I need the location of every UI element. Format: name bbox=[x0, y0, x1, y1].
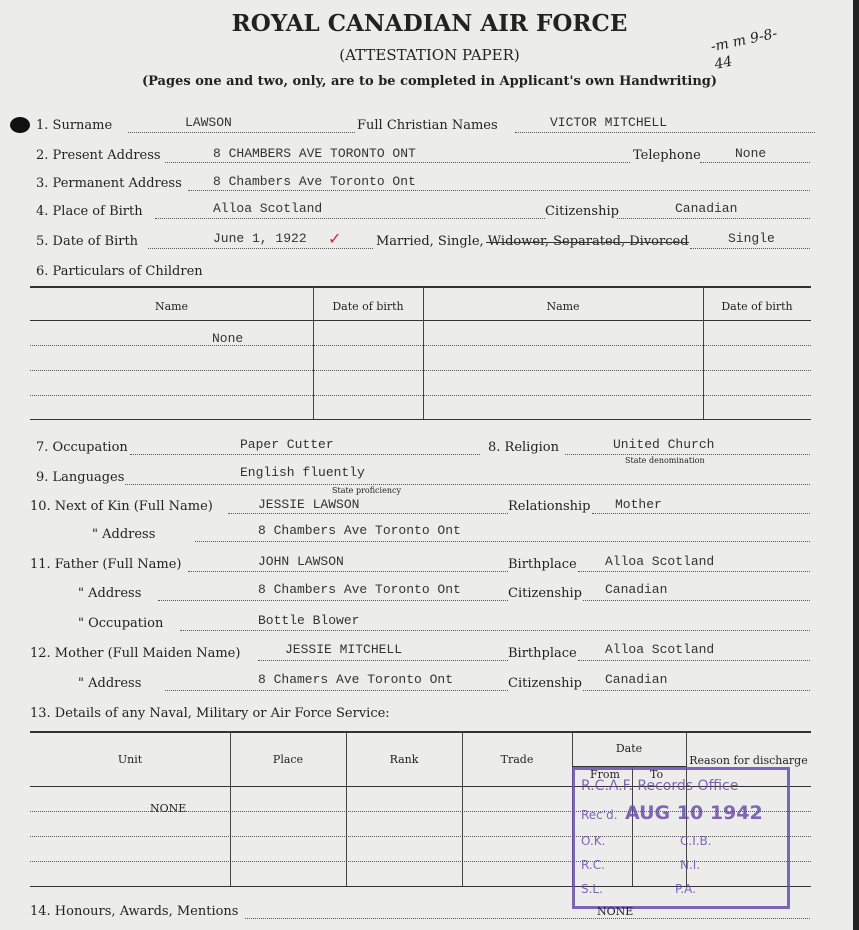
children-value: None bbox=[212, 331, 244, 346]
col-date-to: To bbox=[650, 768, 664, 781]
father-citizenship-label: Citizenship bbox=[508, 586, 582, 601]
stamp-sl: S.L. bbox=[581, 882, 603, 896]
records-office-stamp bbox=[572, 767, 790, 909]
stamp-recd: Rec'd. bbox=[581, 808, 618, 822]
stamp-ni: N.I. bbox=[680, 858, 701, 872]
present-address-label: 2. Present Address bbox=[36, 148, 161, 163]
surname-label: 1. Surname bbox=[36, 118, 113, 133]
col-place: Place bbox=[272, 753, 304, 766]
marital-status-label: Married, Single, Widower, Separated, Divorced bbox=[376, 234, 689, 249]
permanent-address-value: 8 Chambers Ave Toronto Ont bbox=[213, 174, 416, 189]
col-date-of-birth: Date of birth bbox=[332, 300, 404, 313]
mother-birthplace-label: Birthplace bbox=[508, 646, 577, 661]
place-of-birth-label: 4. Place of Birth bbox=[36, 204, 143, 219]
citizenship-label: Citizenship bbox=[545, 204, 619, 219]
next-of-kin-label: 10. Next of Kin (Full Name) bbox=[30, 499, 213, 514]
stamp-pa: P.A. bbox=[675, 882, 696, 896]
doc-title: ROYAL CANADIAN AIR FORCE bbox=[231, 10, 628, 37]
next-of-kin-value: JESSIE LAWSON bbox=[258, 497, 360, 512]
father-value: JOHN LAWSON bbox=[258, 554, 344, 569]
mother-birthplace-value: Alloa Scotland bbox=[605, 642, 715, 657]
father-birthplace-label: Birthplace bbox=[508, 557, 577, 572]
redaction-blot bbox=[10, 117, 30, 133]
father-birthplace-value: Alloa Scotland bbox=[605, 554, 715, 569]
religion-label: 8. Religion bbox=[488, 440, 560, 455]
father-occupation-value: Bottle Blower bbox=[258, 613, 360, 628]
father-citizenship-value: Canadian bbox=[605, 582, 668, 597]
honours-value: NONE bbox=[597, 905, 634, 918]
relationship-label: Relationship bbox=[508, 499, 591, 514]
date-of-birth-label: 5. Date of Birth bbox=[36, 234, 139, 249]
permanent-address-label: 3. Permanent Address bbox=[36, 176, 182, 191]
occupation-value: Paper Cutter bbox=[240, 437, 334, 452]
col-reason-for-discharge: Reason for discharge bbox=[689, 754, 808, 767]
father-address-label: " Address bbox=[78, 586, 142, 601]
marital-status-value: Single bbox=[728, 231, 775, 246]
col-rank: Rank bbox=[389, 753, 419, 766]
mother-citizenship-value: Canadian bbox=[605, 672, 668, 687]
honours-label: 14. Honours, Awards, Mentions bbox=[30, 904, 239, 919]
handwritten-annotation: -m m 9-8-44 bbox=[709, 25, 779, 73]
stamp-cib: C.I.B. bbox=[680, 834, 712, 848]
occupation-label: 7. Occupation bbox=[36, 440, 128, 455]
mother-label: 12. Mother (Full Maiden Name) bbox=[30, 646, 241, 661]
christian-names-label: Full Christian Names bbox=[357, 118, 498, 133]
relationship-value: Mother bbox=[615, 497, 662, 512]
stamp-rc: R.C. bbox=[581, 858, 605, 872]
doc-instruction: (Pages one and two, only, are to be completed in Applicant's own Handwriting) bbox=[141, 74, 718, 89]
present-address-value: 8 CHAMBERS AVE TORONTO ONT bbox=[213, 146, 416, 161]
page-edge bbox=[853, 0, 859, 930]
red-check-icon: ✓ bbox=[328, 229, 342, 248]
next-of-kin-address-label: " Address bbox=[92, 527, 156, 542]
stamp-date: AUG 10 1942 bbox=[625, 802, 763, 824]
col-name-2: Name bbox=[546, 300, 580, 313]
next-of-kin-address-value: 8 Chambers Ave Toronto Ont bbox=[258, 523, 461, 538]
col-date-from: From bbox=[590, 768, 620, 781]
children-label: 6. Particulars of Children bbox=[36, 264, 203, 279]
col-date: Date bbox=[615, 742, 643, 755]
strikethrough bbox=[486, 242, 689, 243]
telephone-label: Telephone bbox=[633, 148, 701, 163]
service-value: NONE bbox=[150, 802, 187, 815]
religion-value: United Church bbox=[613, 437, 715, 452]
father-occupation-label: " Occupation bbox=[78, 616, 164, 631]
languages-note: State proficiency bbox=[332, 486, 401, 495]
surname-value: LAWSON bbox=[185, 115, 232, 130]
religion-note: State denomination bbox=[625, 456, 705, 465]
telephone-value: None bbox=[735, 146, 767, 161]
date-of-birth-value: June 1, 1922 bbox=[213, 231, 307, 246]
languages-label: 9. Languages bbox=[36, 470, 125, 485]
col-date-of-birth-2: Date of birth bbox=[721, 300, 793, 313]
doc-subtitle: (ATTESTATION PAPER) bbox=[339, 46, 520, 64]
mother-address-label: " Address bbox=[78, 676, 142, 691]
languages-value: English fluently bbox=[240, 465, 365, 480]
mother-address-value: 8 Chamers Ave Toronto Ont bbox=[258, 672, 454, 687]
citizenship-value: Canadian bbox=[675, 201, 738, 216]
father-label: 11. Father (Full Name) bbox=[30, 557, 182, 572]
mother-value: JESSIE MITCHELL bbox=[285, 642, 403, 657]
service-label: 13. Details of any Naval, Military or Air Force Service: bbox=[30, 706, 390, 721]
father-address-value: 8 Chambers Ave Toronto Ont bbox=[258, 582, 461, 597]
col-unit: Unit bbox=[117, 753, 143, 766]
place-of-birth-value: Alloa Scotland bbox=[213, 201, 323, 216]
stamp-ok: O.K. bbox=[581, 834, 606, 848]
mother-citizenship-label: Citizenship bbox=[508, 676, 582, 691]
col-trade: Trade bbox=[500, 753, 534, 766]
christian-names-value: VICTOR MITCHELL bbox=[550, 115, 668, 130]
col-name: Name bbox=[154, 300, 189, 313]
stamp-title: R.C.A.F. Records Office bbox=[581, 778, 739, 794]
